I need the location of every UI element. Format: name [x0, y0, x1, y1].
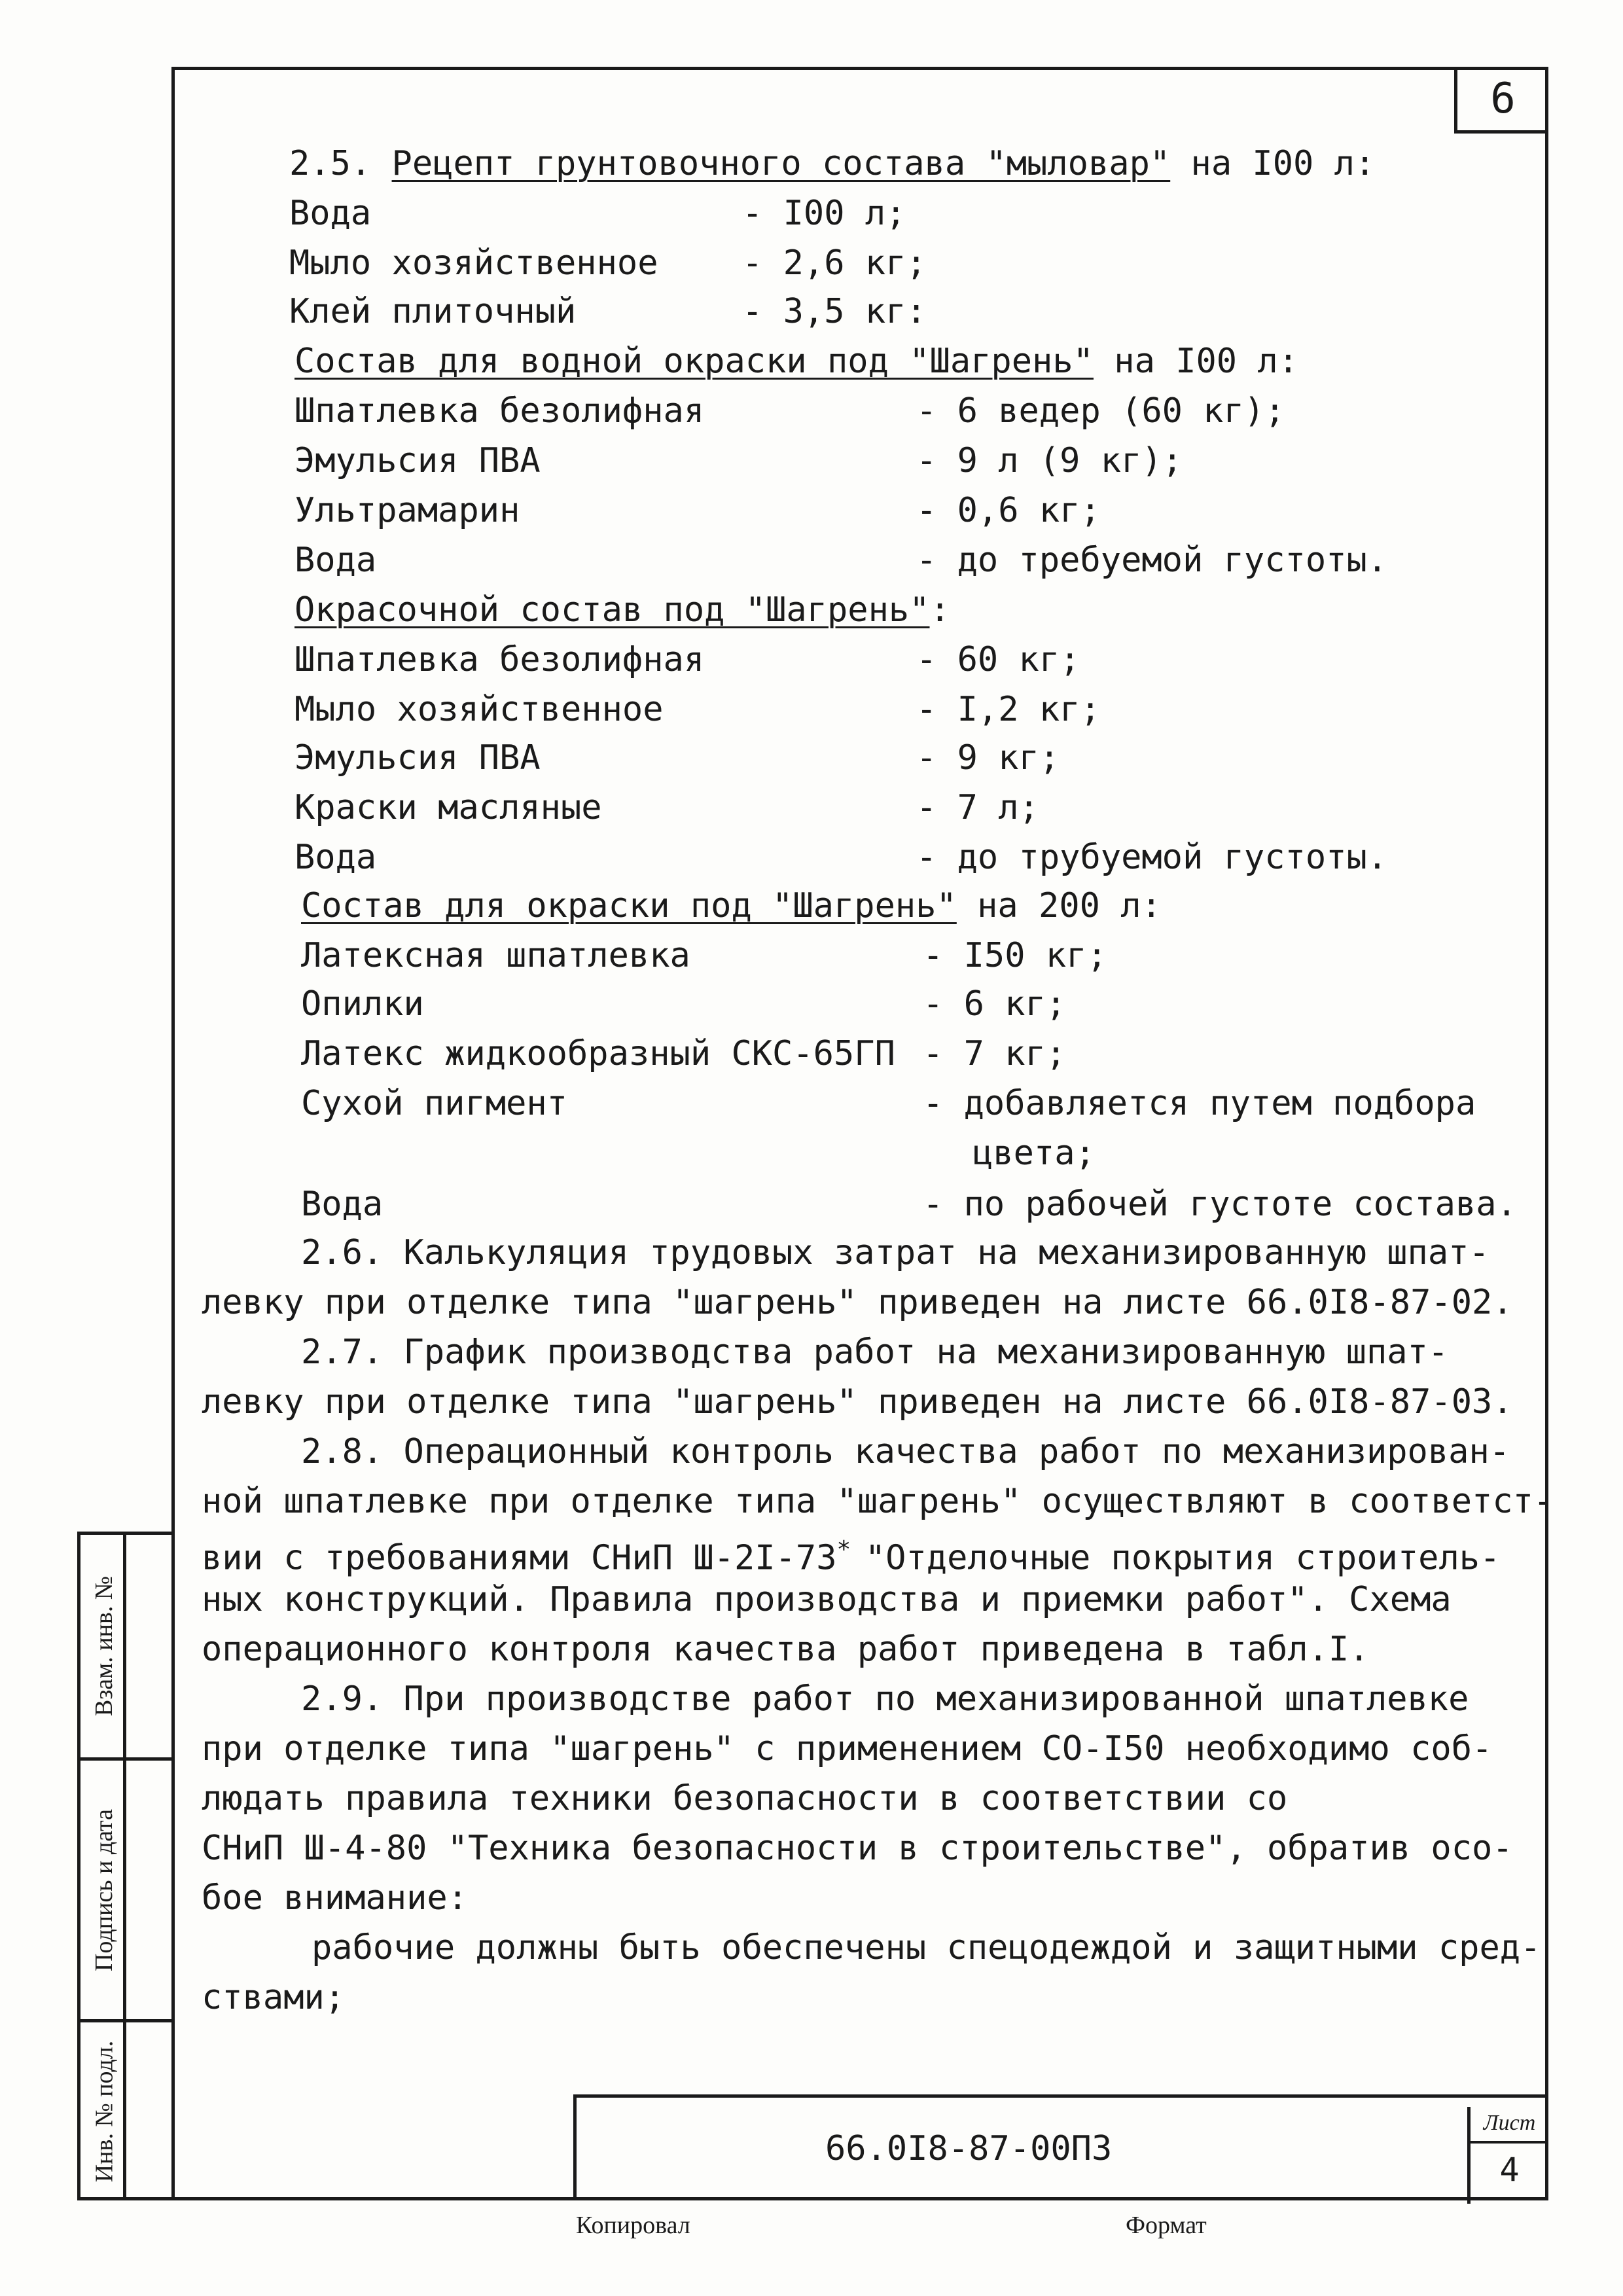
sheet-number: 4	[1499, 2151, 1520, 2189]
paragraph-line: при отделке типа "шагрень" с применением СО-I50 необходимо соб-	[202, 1729, 1493, 1768]
ingredient-name: Мыло хозяйственное	[294, 690, 664, 729]
side-label-inventory: Инв. № подл.	[90, 2040, 118, 2183]
paragraph-line: ных конструкций. Правила производства и приемки работ". Схема	[202, 1580, 1452, 1619]
side-cell-replacement	[80, 1535, 171, 1761]
paragraph-line: 2.9. При производстве работ по механизированной шпатлевке	[301, 1679, 1469, 1719]
ingredient-amount: - добавляется путем подбора	[923, 1084, 1476, 1123]
ingredient-name: Краски масляные	[294, 788, 602, 827]
paragraph-line: левку при отделке типа "шагрень" приведен на листе 66.0I8-87-03.	[202, 1382, 1513, 1422]
ingredient-amount: - I,2 кг;	[916, 690, 1101, 729]
ingredient-name: Шпатлевка безолифная	[294, 640, 705, 679]
ingredient-name: Мыло хозяйственное	[289, 243, 658, 283]
ingredient-name: Латекс жидкообразный СКС-65ГП	[301, 1034, 895, 1073]
document-code: 66.0I8-87-00ПЗ	[825, 2129, 1113, 2168]
ingredient-name: Клей плиточный	[289, 292, 577, 331]
ingredient-name: Сухой пигмент	[301, 1084, 567, 1123]
ingredient-name: Опилки	[301, 984, 424, 1024]
ingredient-name: Латексная шпатлевка	[301, 936, 690, 975]
paragraph-line: людать правила техники безопасности в соответствии со	[202, 1779, 1288, 1818]
paragraph-line: ствами;	[202, 1978, 346, 2017]
ingredient-amount: - I00 л;	[742, 194, 906, 233]
paragraph-line: вии с требованиями СНиП Ш-2I-73* "Отделочные покрытия строитель-	[202, 1536, 1501, 1578]
heading-paint-composition: Окрасочной состав под "Шагрень":	[294, 590, 950, 630]
sheet-box	[1467, 2107, 1548, 2204]
heading-water-paint: Состав для водной окраски под "Шагрень" на I00 л:	[294, 342, 1299, 381]
ingredient-name: Вода	[294, 541, 377, 580]
ingredient-name: Вода	[294, 838, 377, 877]
ingredient-name: Шпатлевка безолифная	[294, 391, 705, 431]
paragraph-line: рабочие должны быть обеспечены спецодеждой и защитными сред-	[312, 1928, 1541, 1967]
ingredient-name: Вода	[301, 1185, 383, 1224]
ingredient-amount: - 2,6 кг;	[742, 243, 927, 283]
ingredient-amount: - 3,5 кг:	[742, 292, 927, 331]
paragraph-line: бое внимание:	[202, 1878, 468, 1918]
ingredient-name: Ультрамарин	[294, 491, 520, 530]
ingredient-amount: - 7 кг;	[923, 1034, 1067, 1073]
ingredient-amount: - 7 л;	[916, 788, 1039, 827]
paragraph-line: левку при отделке типа "шагрень" приведен на листе 66.0I8-87-02.	[202, 1283, 1513, 1322]
paragraph-line: 2.6. Калькуляция трудовых затрат на механизированную шпат-	[301, 1233, 1489, 1272]
paragraph-line: 2.7. График производства работ на механизированную шпат-	[301, 1333, 1449, 1372]
ingredient-amount: - до требуемой густоты.	[916, 541, 1388, 580]
paragraph-line: СНиП Ш-4-80 "Техника безопасности в строительстве", обратив осо-	[202, 1829, 1513, 1868]
paragraph-line: 2.8. Операционный контроль качества работ по механизирован-	[301, 1432, 1510, 1471]
side-strip	[77, 1532, 171, 2200]
ingredient-amount: - 0,6 кг;	[916, 491, 1101, 530]
side-label-replacement: Взам. инв. №	[90, 1575, 118, 1717]
title-block	[573, 2094, 1548, 2200]
ingredient-amount: - 60 кг;	[916, 640, 1080, 679]
ingredient-amount-continued: цвета;	[972, 1134, 1096, 1173]
ingredient-amount: - 6 ведер (60 кг);	[916, 391, 1285, 431]
ingredient-name: Вода	[289, 194, 372, 233]
heading-latex-paint: Состав для окраски под "Шагрень" на 200 л:	[301, 886, 1162, 925]
ingredient-amount: - I50 кг;	[923, 936, 1107, 975]
side-label-signature: Подпись и дата	[90, 1808, 118, 1971]
copied-label: Копировал	[576, 2212, 690, 2239]
ingredient-amount: - 9 л (9 кг);	[916, 441, 1183, 480]
heading-2-5: 2.5. Рецепт грунтовочного состава "мыловар" на I00 л:	[289, 144, 1376, 183]
sheet-label: Лист	[1471, 2107, 1548, 2144]
ingredient-amount: - до трубуемой густоты.	[916, 838, 1388, 877]
ingredient-amount: - 9 кг;	[916, 738, 1060, 778]
paragraph-line: ной шпатлевке при отделке типа "шагрень" осуществляют в соответст-	[202, 1482, 1554, 1521]
page-number: 6	[1454, 67, 1548, 134]
ingredient-name: Эмульсия ПВА	[294, 441, 541, 480]
ingredient-amount: - по рабочей густоте состава.	[923, 1185, 1517, 1224]
side-cell-signature	[80, 1761, 171, 2022]
paragraph-line: операционного контроля качества работ приведена в табл.I.	[202, 1630, 1370, 1669]
format-label: Формат	[1126, 2212, 1207, 2239]
ingredient-amount: - 6 кг;	[923, 984, 1067, 1024]
ingredient-name: Эмульсия ПВА	[294, 738, 541, 778]
